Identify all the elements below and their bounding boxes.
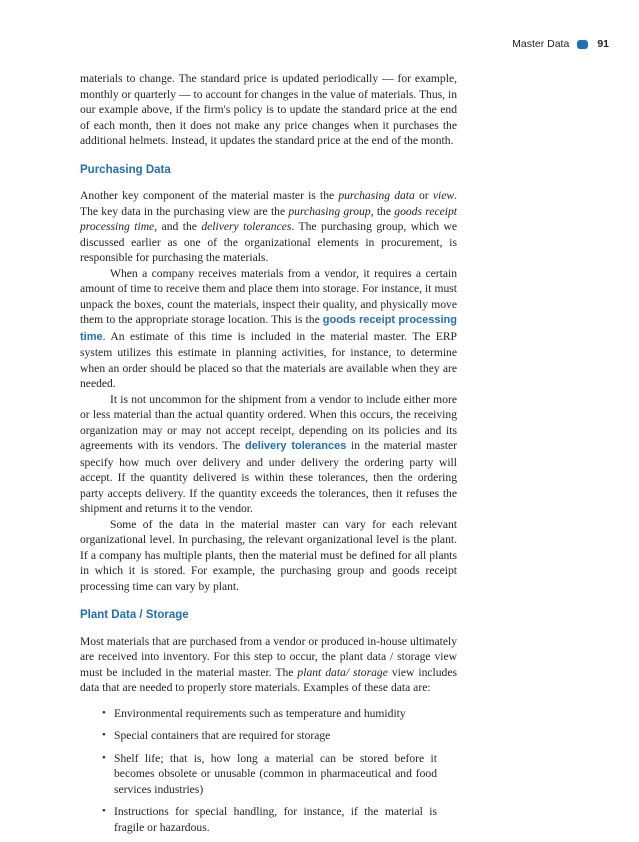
- intro-paragraph: materials to change. The standard price is updated periodically — for example, monthly or quarterly — to account for changes in the value of materials. Thus, in our example above, if the firm's policy is to update the standard price at the end of each month, then it does not make any price changes when it purchases the additional helmets. Instead, it updates the standard price at the end of the month.: [80, 72, 457, 147]
- text-run: . An estimate of this time is included in the material master. The ERP system utilizes this estimate in planning activities, for instance, to determine when an order should be placed so that the materials are available when they are needed.: [80, 329, 457, 390]
- page-body: [80, 71, 457, 842]
- bullet-icon: •: [102, 805, 106, 817]
- purchasing-paragraph-1: [80, 188, 457, 266]
- purchasing-data-heading: Purchasing Data: [80, 163, 171, 176]
- section-marker-icon: [577, 40, 588, 49]
- list-item-text: Environmental requirements such as temperature and humidity: [114, 706, 406, 720]
- running-header: [512, 38, 609, 50]
- text-run: , the: [370, 204, 395, 218]
- keyword-goods-receipt-processing-time: goods receipt processing time: [80, 314, 457, 343]
- page-number: 91: [597, 38, 609, 50]
- keyword-delivery-tolerances: delivery tolerances: [244, 440, 347, 452]
- list-item: [80, 706, 457, 722]
- text-run: or: [414, 189, 433, 202]
- purchasing-paragraph-3: [80, 392, 457, 517]
- text-run: , and the: [154, 220, 202, 233]
- section-title: Master Data: [512, 38, 570, 50]
- text-run: It is not uncommon for the shipment from a vendor to include either more or less material than the actual quantity ordered. When this occurs, the receiving organization may or may not accept receipt, depending on its policies and its agreements with its vendors. The: [80, 392, 457, 452]
- term-goods-receipt-processing-time: goods receipt processing time: [80, 204, 457, 233]
- list-item-text: Instructions for special handling, for instance, if the material is fragile or hazardous.: [114, 805, 437, 834]
- bullet-icon: •: [102, 706, 106, 719]
- list-item-text: Special containers that are required for storage: [114, 729, 331, 742]
- list-item: [80, 804, 457, 835]
- text-run: . The key data in the purchasing view are the: [80, 189, 457, 218]
- list-item-text: Shelf life; that is, how long a material can be stored before it becomes obsolete or unusable (common in pharmaceutical and food services industries): [114, 751, 437, 796]
- term-purchasing-data: purchasing data: [338, 189, 415, 202]
- plant-paragraph-1: [80, 634, 457, 696]
- plant-data-heading: Plant Data / Storage: [80, 609, 189, 621]
- storage-data-list: [80, 706, 457, 836]
- term-purchasing-group: purchasing group: [288, 204, 371, 218]
- list-item: [80, 751, 457, 798]
- bullet-icon: •: [102, 729, 106, 741]
- term-plant-data-storage: plant data/ storage: [297, 665, 388, 679]
- text-run: in the material master specify how much over delivery and under delivery the ordering party will accept. If the quantity delivered is within these tolerances, then the ordering party accepts delivery. If the quantity exceeds the tolerances, then it refuses the shipment and returns it to the vendor.: [80, 439, 457, 515]
- text-run: Another key component of the material master is the: [80, 189, 339, 202]
- text-run: view includes data that are needed to properly store materials. Examples of these data are:: [80, 665, 457, 694]
- bullet-icon: •: [102, 751, 106, 764]
- list-item: [80, 728, 457, 744]
- purchasing-paragraph-2: [80, 266, 457, 392]
- purchasing-paragraph-4: Some of the data in the material master can vary for each relevant organizational level. In purchasing, the relevant organizational level is the plant. If a company has multiple plants, then the material must be defined for all plants in which it is stored. For example, the purchasing group and goods receipt processing time can vary by plant.: [80, 517, 457, 593]
- text-run: . The purchasing group, which we discussed earlier as one of the organizational elements in procurement, is responsible for purchasing the materials.: [80, 220, 458, 264]
- text-run: When a company receives materials from a vendor, it requires a certain amount of time to receive them and place them into storage. For instance, it must unpack the boxes, count the materials, inspect their quality, and physically move them to the appropriate storage location. This is the: [80, 266, 457, 326]
- term-delivery-tolerances: delivery tolerances: [201, 220, 292, 233]
- term-view: view: [432, 189, 455, 202]
- text-run: Most materials that are purchased from a vendor or produced in-house ultimately are received into inventory. For this step to occur, the plant data / storage view must be included in the material master. The: [80, 634, 457, 679]
